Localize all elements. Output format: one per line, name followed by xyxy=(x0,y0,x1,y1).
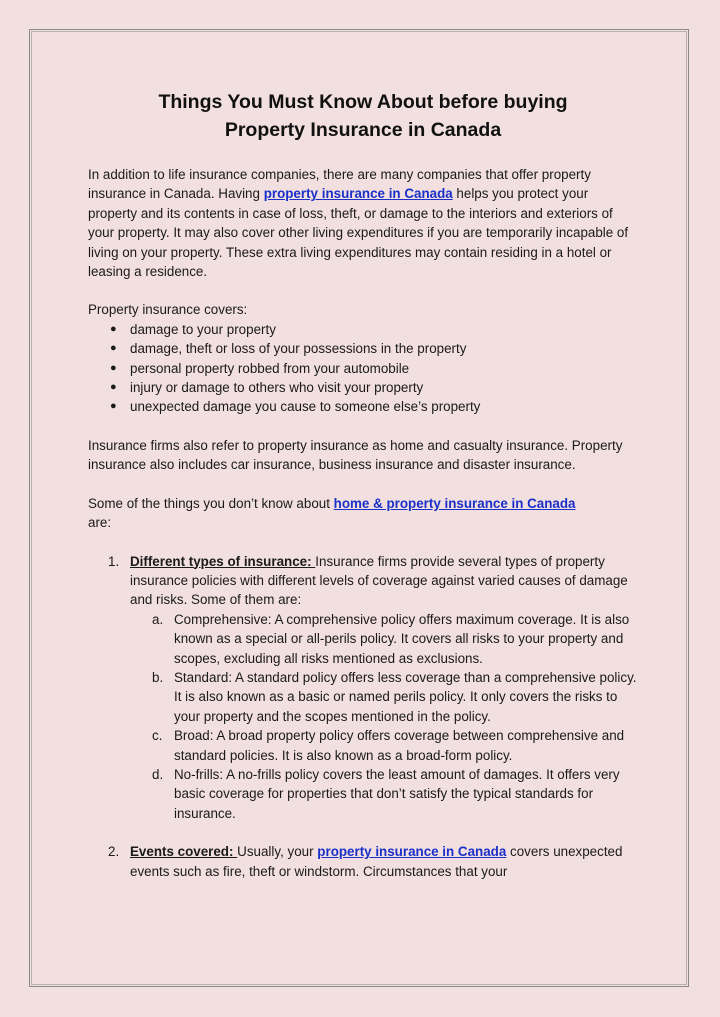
list-item xyxy=(130,668,638,726)
item-text-after: covers unexpected events such as fire, theft or windstorm. Circumstances that your xyxy=(130,844,623,879)
list-item xyxy=(88,397,638,416)
item-text: Standard: A standard policy offers less coverage than a comprehensive policy. It is also known as a basic or named perils policy. It only covers the risks to your property and the scopes mentioned in the policy. xyxy=(174,669,637,724)
list-item xyxy=(130,765,638,823)
item-letter: a. xyxy=(152,611,164,627)
list-item xyxy=(88,552,638,824)
covers-heading: Property insurance covers: xyxy=(88,302,248,318)
things-list xyxy=(88,552,638,882)
list-item-text: personal property robbed from your automobile xyxy=(130,360,410,376)
list-item-text: damage to your property xyxy=(130,321,276,337)
also-refer-paragraph: Insurance firms also refer to property insurance as home and casualty insurance. Property insurance also includes car insurance, business insurance and disaster insurance. xyxy=(88,437,623,473)
item-text-before: Usually, your xyxy=(237,844,318,860)
intro-text-after: helps you protect your property and its contents in case of loss, theft, or damage to the interiors and exteriors of your property. It may also cover other living expenditures if you are temporarily incapable of living on your property. These extra living expenditures may contain residing in a hotel or leasing a residence. xyxy=(88,186,629,280)
policy-types-list xyxy=(130,610,638,823)
list-item-text: damage, theft or loss of your possessions in the property xyxy=(130,341,467,357)
document-body xyxy=(88,88,638,881)
property-insurance-link[interactable]: property insurance in Canada xyxy=(263,186,453,202)
bullet-icon: ● xyxy=(110,381,117,394)
bullet-icon: ● xyxy=(110,342,117,355)
things-text-before: Some of the things you don’t know about xyxy=(88,495,334,511)
list-item-text: unexpected damage you cause to someone else’s property xyxy=(130,399,481,415)
title-line-1: Things You Must Know About before buying xyxy=(158,91,568,113)
bullet-icon: ● xyxy=(110,400,117,413)
list-item-text: injury or damage to others who visit your property xyxy=(130,380,424,396)
intro-paragraph xyxy=(88,165,638,281)
things-paragraph xyxy=(88,494,638,533)
item-text: Insurance firms provide several types of property insurance policies with different levels of coverage against varied causes of damage and risks. Some of them are: xyxy=(130,553,628,608)
item-text: Broad: A broad property policy offers coverage between comprehensive and standard policies. It is also known as a broad-form policy. xyxy=(174,728,625,763)
item-letter: b. xyxy=(152,669,164,685)
home-property-insurance-link[interactable]: home & property insurance in Canada xyxy=(333,495,576,511)
item-letter: d. xyxy=(152,766,164,782)
list-item xyxy=(130,726,638,765)
intro-text-before: In addition to life insurance companies, there are many companies that offer property insurance in Canada. Having xyxy=(88,167,591,202)
list-item xyxy=(88,378,638,397)
item-term: Different types of insurance: xyxy=(130,553,316,569)
list-item xyxy=(130,610,638,668)
covers-list xyxy=(88,320,638,417)
item-term: Events covered: xyxy=(130,844,238,860)
item-letter: c. xyxy=(152,728,163,744)
list-item xyxy=(88,320,638,339)
item-text: No-frills: A no-frills policy covers the least amount of damages. It offers very basic coverage for properties that don’t satisfy the typical standards for insurance. xyxy=(174,766,620,821)
list-item xyxy=(88,359,638,378)
list-item xyxy=(88,339,638,358)
bullet-icon: ● xyxy=(110,361,117,374)
list-item xyxy=(88,842,638,881)
item-number: 2. xyxy=(108,844,120,860)
item-number: 1. xyxy=(108,553,120,569)
title-line-2: Property Insurance in Canada xyxy=(224,119,502,141)
things-text-after: are: xyxy=(88,515,112,531)
page-title xyxy=(88,88,638,144)
item-text: Comprehensive: A comprehensive policy offers maximum coverage. It is also known as a special or all-perils policy. It covers all risks to your property and scopes, excluding all risks mentioned as exclusions. xyxy=(174,611,630,666)
property-insurance-link-2[interactable]: property insurance in Canada xyxy=(317,844,507,860)
bullet-icon: ● xyxy=(110,322,117,335)
